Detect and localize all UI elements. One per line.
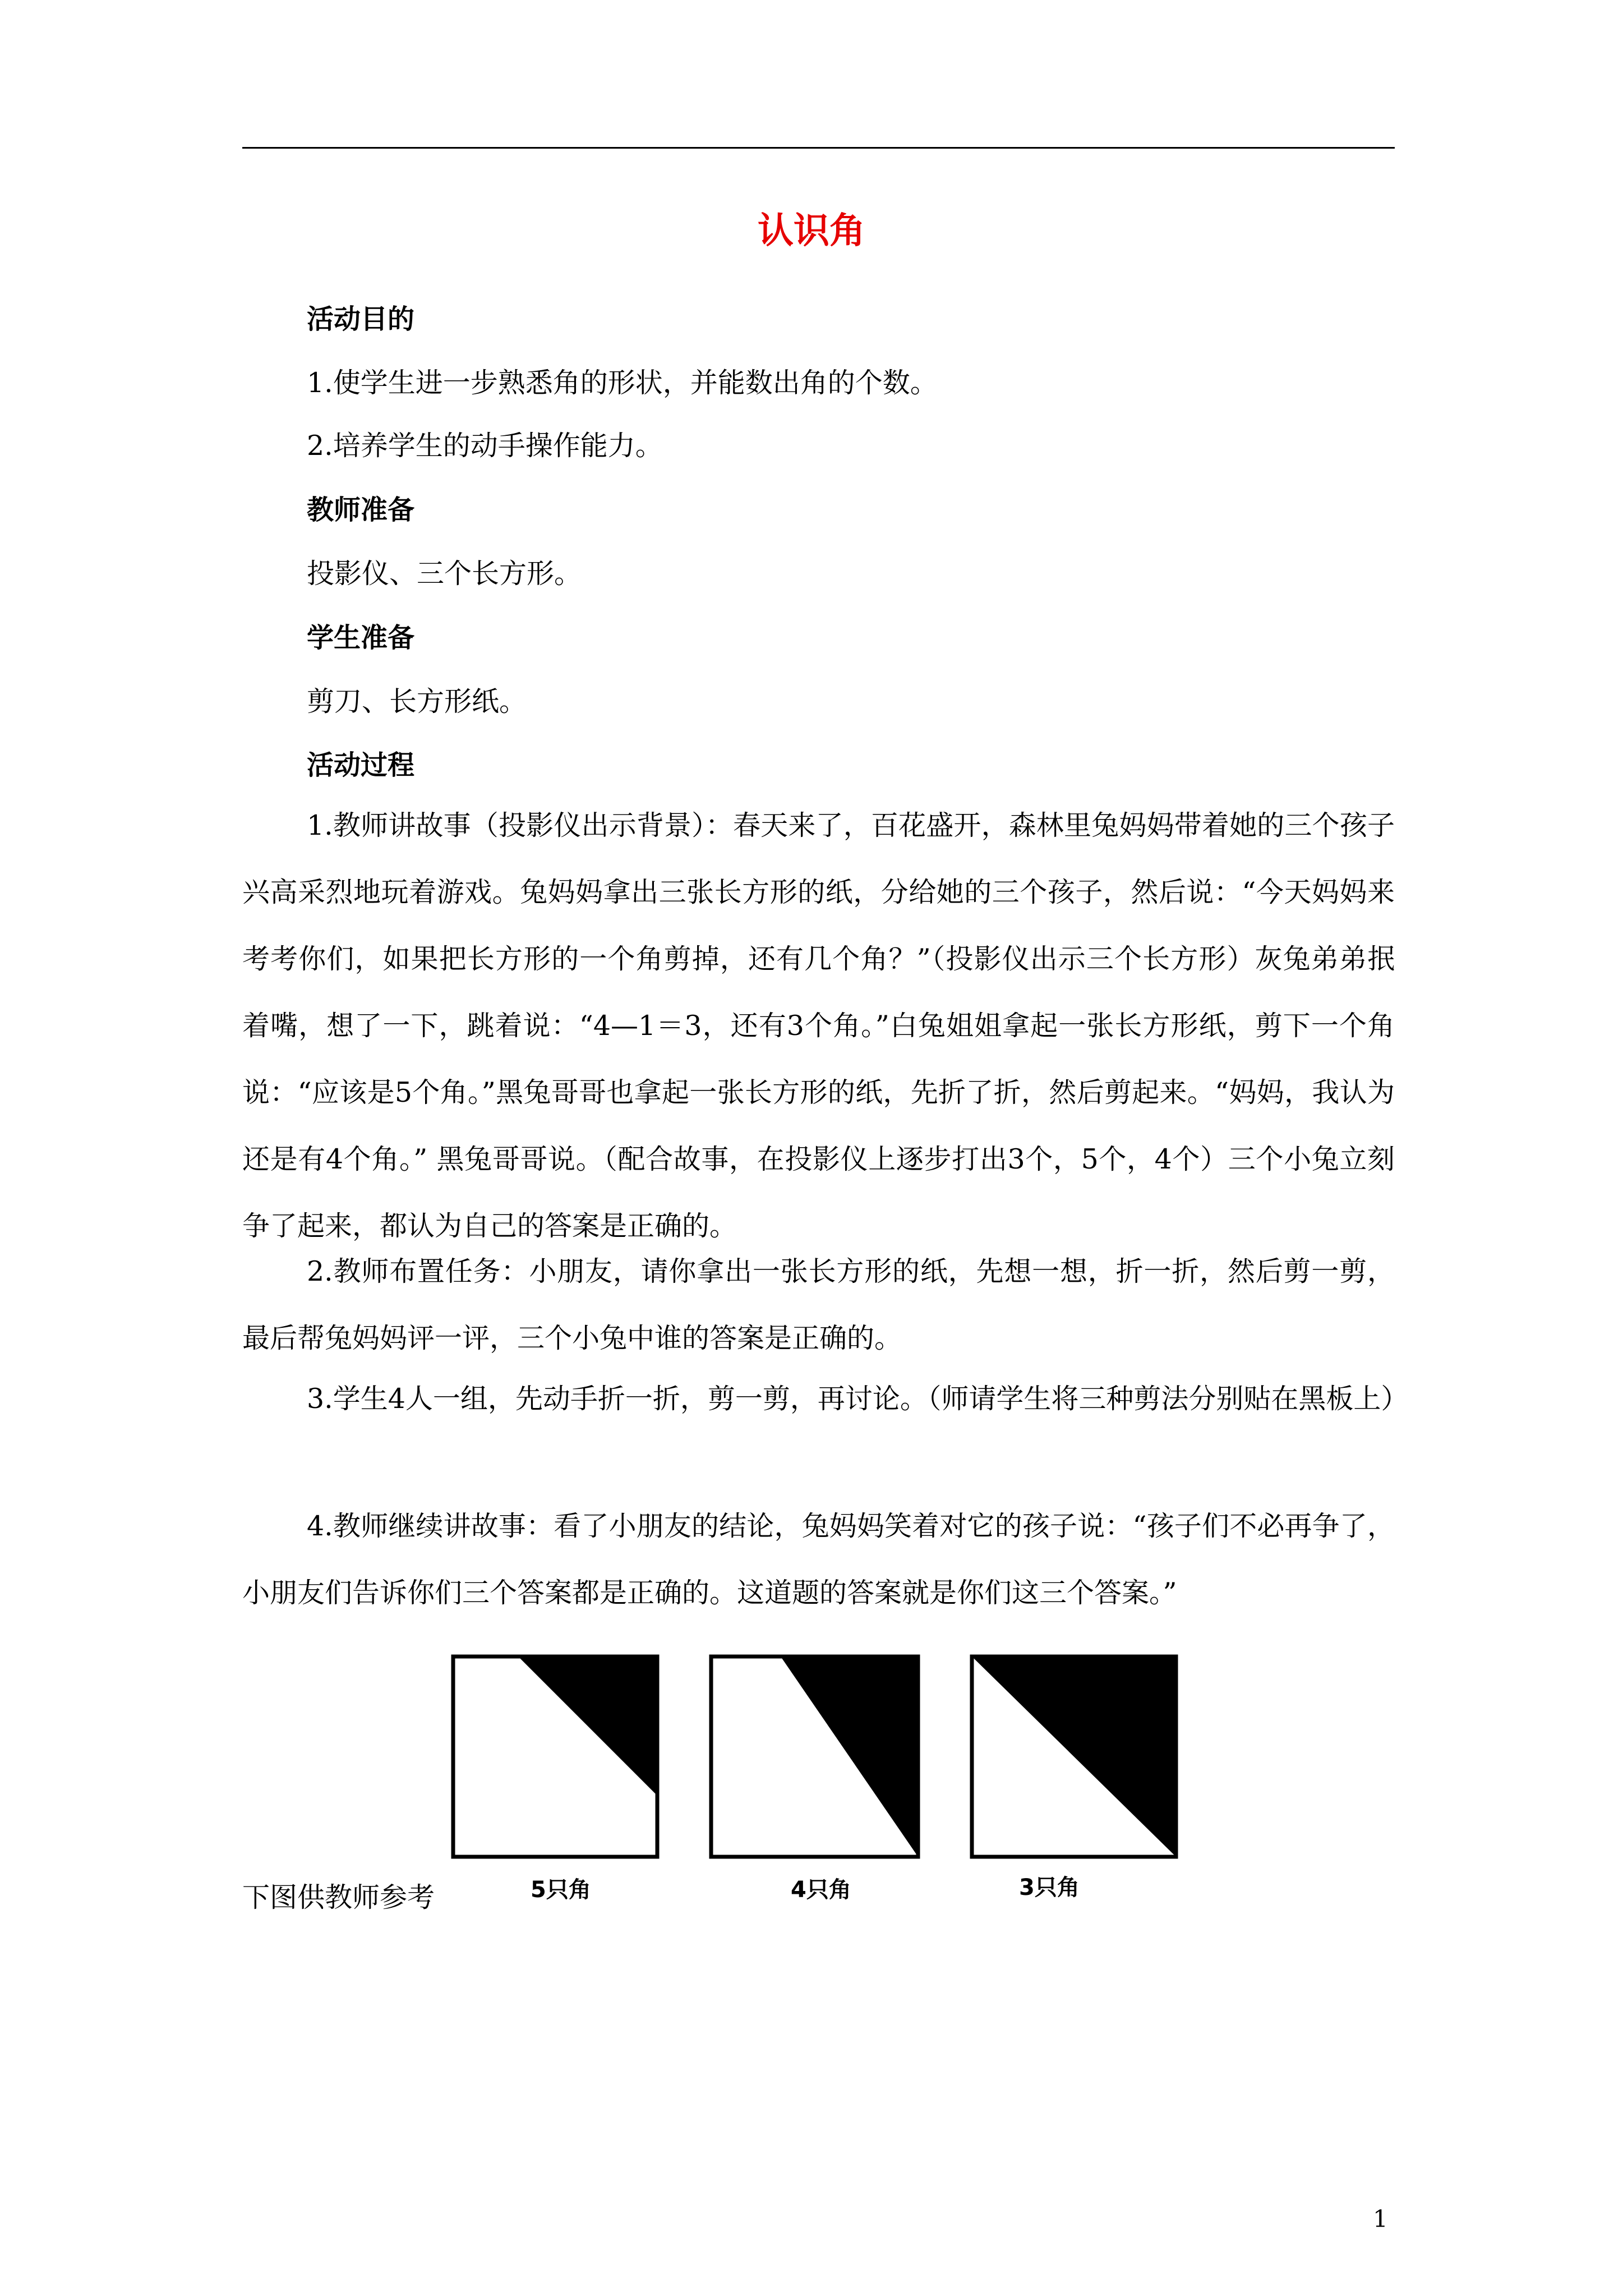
student-prep-text: 剪刀、长方形纸。 [307, 685, 527, 717]
label-three-angles: 3只角 [1019, 1875, 1080, 1901]
heading-teacher-prep: 教师准备 [307, 494, 415, 526]
goal-item-2: 2.培养学生的动手操作能力。 [307, 430, 663, 462]
heading-student-prep: 学生准备 [307, 622, 415, 654]
process-paragraph-1: 1.教师讲故事（投影仪出示背景）：春天来了，百花盛开，森林里兔妈妈带着她的三个孩子兴高采烈地玩着游戏。兔妈妈拿出三张长方形的纸，分给她的三个孩子，然后说：“今天妈妈来考考你们，如果把长方形的一个角剪掉，还有几个角？”（投影仪出示三个长方形）灰兔弟弟抿着嘴，想了一下，跳着说：“4—1＝3，还有3个角。”白兔姐姐拿起一张长方形纸，剪下一个角说：“应该是5个角。”黑兔哥哥也拿起一张长方形的纸，先折了折，然后剪起来。“妈妈，我认为还是有4个角。” 黑兔哥哥说。（配合故事，在投影仪上逐步打出3个，5个，4个）三个小兔立刻争了起来，都认为自己的答案是正确的。 [242, 809, 1395, 1242]
heading-activity-goal: 活动目的 [307, 303, 415, 335]
header-rule [242, 147, 1395, 149]
process-paragraph-4: 4.教师继续讲故事：看了小朋友的结论，兔妈妈笑着对它的孩子说：“孩子们不必再争了，小朋友们告诉你们三个答案都是正确的。这道题的答案就是你们这三个答案。” [242, 1510, 1395, 1609]
process-paragraph-2: 2.教师布置任务：小朋友，请你拿出一张长方形的纸，先想一想，折一折，然后剪一剪，最后帮兔妈妈评一评，三个小兔中谁的答案是正确的。 [242, 1255, 1395, 1354]
goal-item-1: 1.使学生进一步熟悉角的形状，并能数出角的个数。 [307, 367, 938, 399]
label-four-angles: 4只角 [791, 1877, 851, 1903]
teacher-prep-text: 投影仪、三个长方形。 [307, 558, 582, 590]
square-three-angles [972, 1657, 1176, 1857]
document-title: 认识角 [758, 210, 865, 252]
square-five-angles [453, 1657, 657, 1857]
heading-activity-process: 活动过程 [307, 749, 415, 781]
label-five-angles: 5只角 [531, 1877, 591, 1903]
page-number: 1 [1373, 2205, 1388, 2233]
square-four-angles [711, 1657, 918, 1857]
figure-caption: 下图供教师参考 [242, 1881, 435, 1913]
process-paragraph-3: 3.学生4人一组，先动手折一折，剪一剪，再讨论。（师请学生将三种剪法分别贴在黑板上） [307, 1383, 1409, 1415]
